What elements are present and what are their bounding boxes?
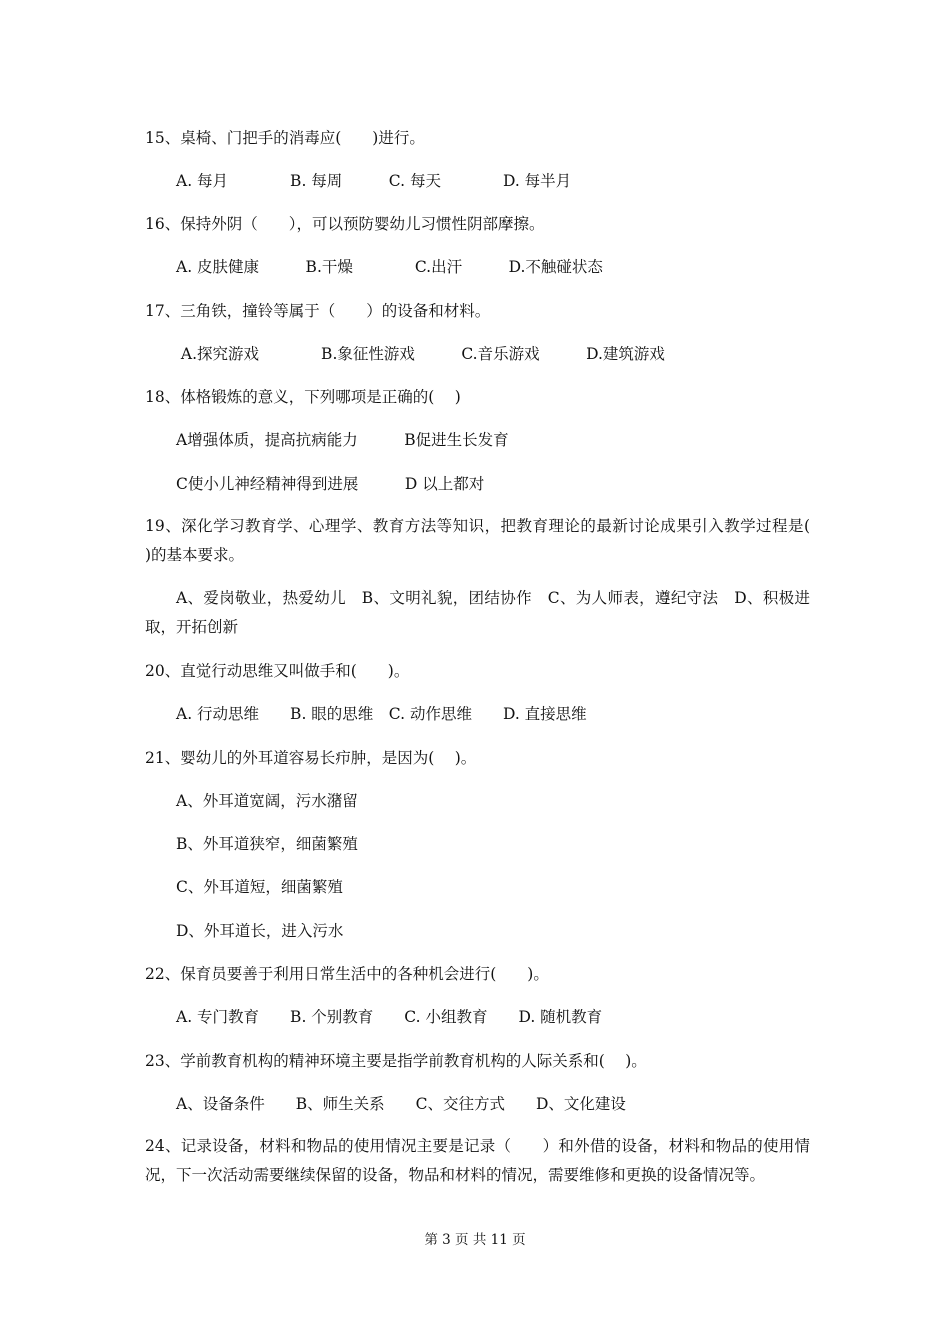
question-24-stem: 24、记录设备，材料和物品的使用情况主要是记录（ ）和外借的设备，材料和物品的使用情况，下一次活动需要继续保留的设备，物品和材料的情况，需要维修和更换的设备情况等。	[145, 1137, 810, 1184]
question-17-stem: 17、三角铁，撞铃等属于（ ）的设备和材料。	[145, 302, 491, 320]
question-18-option-line-1: A增强体质，提高抗病能力 B促进生长发育	[176, 431, 509, 449]
question-20-options: A. 行动思维 B. 眼的思维 C. 动作思维 D. 直接思维	[176, 705, 587, 723]
question-21-option-a: A、外耳道宽阔，污水潴留	[176, 792, 358, 810]
question-21-option-b: B、外耳道狭窄，细菌繁殖	[176, 835, 358, 853]
question-22-stem: 22、保育员要善于利用日常生活中的各种机会进行( )。	[145, 965, 549, 983]
question-19-options: A、爱岗敬业，热爱幼儿 B、文明礼貌，团结协作 C、为人师表，遵纪守法 D、积极进取，开拓创新	[145, 589, 810, 636]
question-19-stem: 19、深化学习教育学、心理学、教育方法等知识，把教育理论的最新讨论成果引入教学过程是( )的基本要求。	[145, 517, 831, 564]
question-20-stem: 20、直觉行动思维又叫做手和( )。	[145, 662, 410, 680]
question-21-stem: 21、婴幼儿的外耳道容易长疖肿，是因为( )。	[145, 749, 477, 767]
page-number-footer: 第 3 页 共 11 页	[424, 1232, 526, 1248]
question-23-stem: 23、学前教育机构的精神环境主要是指学前教育机构的人际关系和( )。	[145, 1052, 647, 1070]
question-23-options: A、设备条件 B、师生关系 C、交往方式 D、文化建设	[176, 1095, 626, 1113]
question-21-option-c: C、外耳道短，细菌繁殖	[176, 878, 343, 896]
question-17-options: A.探究游戏 B.象征性游戏 C.音乐游戏 D.建筑游戏	[176, 345, 665, 363]
question-16-stem: 16、保持外阴（ ），可以预防婴幼儿习惯性阴部摩擦。	[145, 215, 545, 233]
question-18-stem: 18、体格锻炼的意义，下列哪项是正确的( )	[145, 388, 461, 406]
question-15-options: A. 每月 B. 每周 C. 每天 D. 每半月	[176, 172, 572, 190]
question-18-option-line-2: C使小儿神经精神得到进展 D 以上都对	[176, 475, 485, 493]
question-16-options: A. 皮肤健康 B.干燥 C.出汗 D.不触碰状态	[176, 258, 603, 276]
question-15-stem: 15、桌椅、门把手的消毒应( )进行。	[145, 129, 425, 147]
question-22-options: A. 专门教育 B. 个别教育 C. 小组教育 D. 随机教育	[176, 1008, 603, 1026]
question-21-option-d: D、外耳道长，进入污水	[176, 922, 344, 940]
